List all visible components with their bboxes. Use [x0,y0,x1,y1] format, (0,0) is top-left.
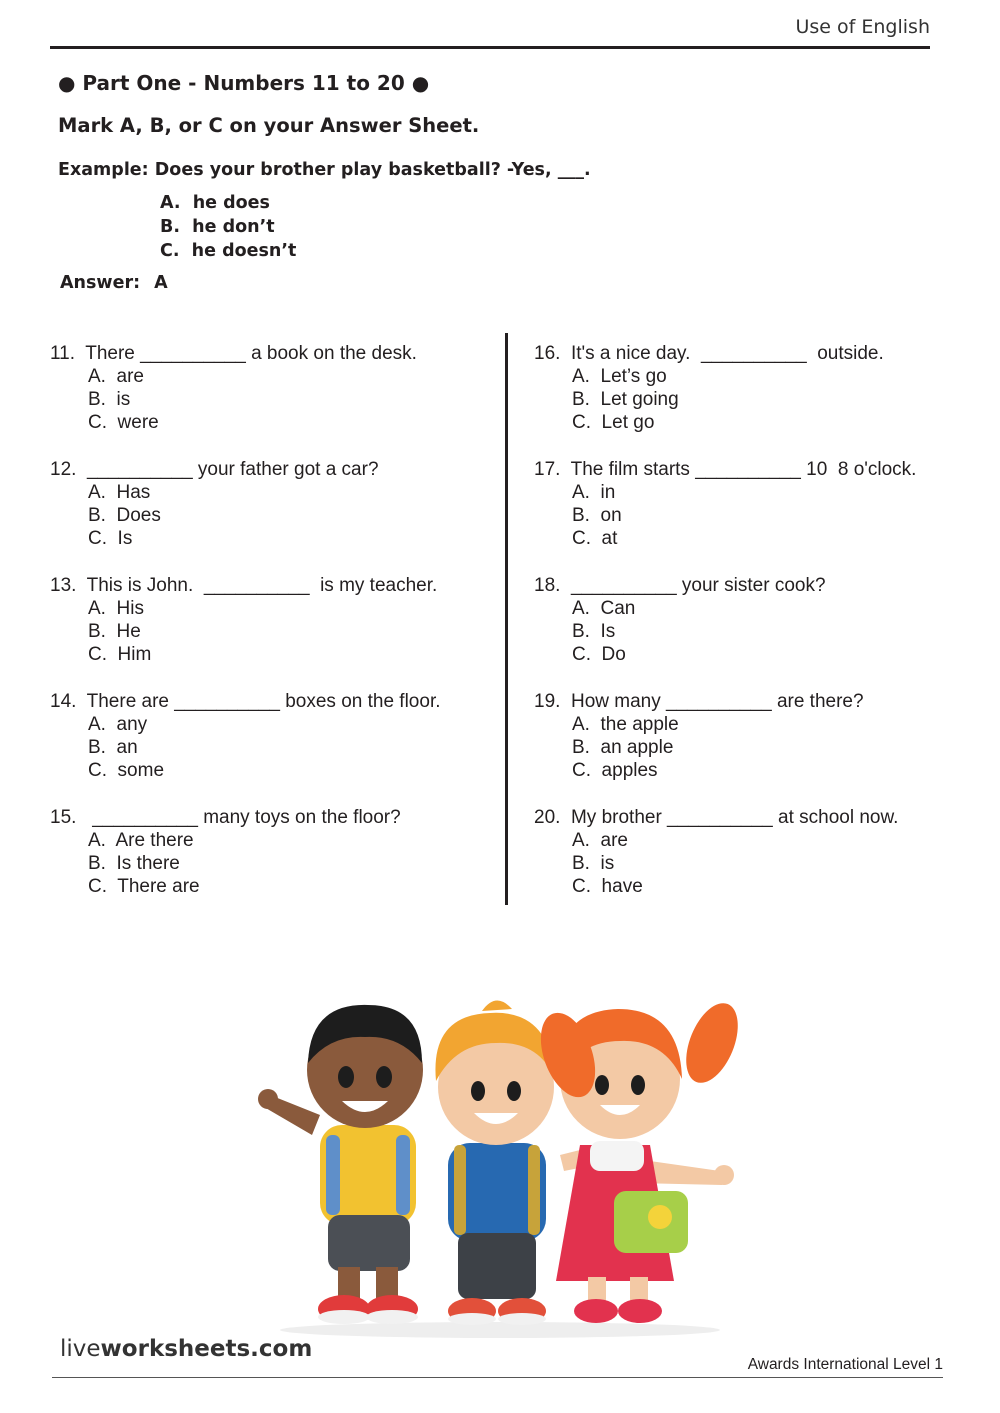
question-stem: 15. __________ many toys on the floor? [50,807,401,828]
option-c[interactable]: C. some [88,760,165,781]
option-a[interactable]: A. Can [572,598,636,619]
page-header-title: Use of English [795,16,930,38]
question-18 [534,574,826,666]
question-options [572,713,864,782]
question-12 [50,458,379,550]
option-c[interactable]: C. Is [88,528,133,549]
question-options [88,365,417,434]
question-13 [50,574,437,666]
option-b[interactable]: B. Does [88,505,161,526]
option-b[interactable]: B. on [572,505,622,526]
question-14 [50,690,441,782]
part-title: ● Part One - Numbers 11 to 20 ● [58,71,430,95]
example-option-a: A. he does [160,193,270,213]
question-19 [534,690,864,782]
option-a[interactable]: A. the apple [572,714,679,735]
option-a[interactable]: A. in [572,482,616,503]
option-c[interactable]: C. Do [572,644,626,665]
option-c[interactable]: C. have [572,876,643,897]
footer-level-text: Awards International Level 1 [747,1356,943,1373]
option-b[interactable]: B. Let going [572,389,679,410]
question-options [572,597,826,666]
question-15 [50,806,401,898]
option-a[interactable]: A. Has [88,482,151,503]
question-options [572,829,898,898]
header-divider [50,46,930,49]
question-options [572,365,884,434]
instruction-text: Mark A, B, or C on your Answer Sheet. [58,114,480,137]
answer-label: Answer: [60,273,141,293]
question-stem: 14. There are __________ boxes on the floor. [50,691,441,712]
option-b[interactable]: B. is [88,389,131,410]
question-stem: 16. It's a nice day. __________ outside. [534,343,884,364]
logo-bold-text: worksheets.com [100,1336,313,1362]
question-stem: 20. My brother __________ at school now. [534,807,899,828]
option-b[interactable]: B. an [88,737,138,758]
option-a[interactable]: A. Let’s go [572,366,667,387]
option-c[interactable]: C. There are [88,876,200,897]
question-options [572,481,916,550]
boy-blond-hair-figure [435,1000,556,1325]
option-c[interactable]: C. Let go [572,412,655,433]
option-b[interactable]: B. Is [572,621,616,642]
example-answer [60,273,168,293]
question-16 [534,342,884,434]
example-question: Example: Does your brother play basketball? -Yes, ___. [58,160,591,180]
option-c[interactable]: C. apples [572,760,658,781]
question-options [88,713,441,782]
question-stem: 18. __________ your sister cook? [534,575,826,596]
liveworksheets-logo [60,1336,312,1362]
question-stem: 13. This is John. __________ is my teacher. [50,575,438,596]
example-option-c: C. he doesn’t [160,241,297,261]
example-options [160,191,296,263]
option-c[interactable]: C. were [88,412,159,433]
option-b[interactable]: B. He [88,621,141,642]
question-17 [534,458,916,550]
question-stem: 17. The film starts __________ 10 8 o'clock. [534,459,917,480]
answer-value: A [154,273,168,293]
footer-divider [52,1377,943,1378]
logo-light-text: live [60,1336,101,1362]
girl-red-hair-figure [530,996,748,1323]
option-a[interactable]: A. are [88,366,144,387]
example-option-b: B. he don’t [160,217,275,237]
option-c[interactable]: C. Him [88,644,152,665]
option-a[interactable]: A. any [88,714,148,735]
option-b[interactable]: B. an apple [572,737,674,758]
question-options [88,597,437,666]
question-stem: 12. __________ your father got a car? [50,459,379,480]
option-a[interactable]: A. His [88,598,144,619]
question-options [88,829,401,898]
question-20 [534,806,898,898]
option-b[interactable]: B. Is there [88,853,180,874]
option-a[interactable]: A. Are there [88,830,194,851]
question-stem: 11. There __________ a book on the desk. [50,343,417,364]
kids-illustration [250,995,750,1340]
column-divider [505,333,508,905]
option-b[interactable]: B. is [572,853,615,874]
question-options [88,481,379,550]
option-a[interactable]: A. are [572,830,628,851]
question-stem: 19. How many __________ are there? [534,691,864,712]
option-c[interactable]: C. at [572,528,618,549]
question-11 [50,342,417,434]
boy-dark-hair-figure [258,1005,423,1324]
